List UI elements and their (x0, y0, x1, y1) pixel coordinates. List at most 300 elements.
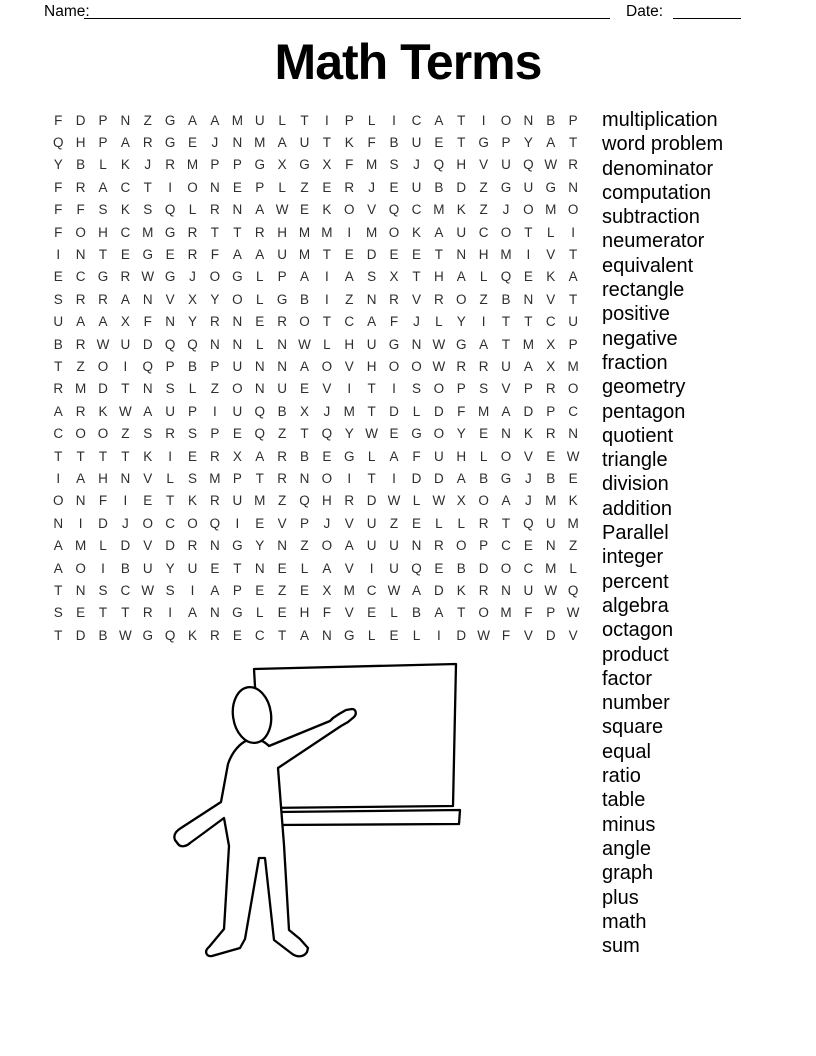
grid-letter-r20-c3: L (99, 538, 107, 554)
grid-letter-r9-c21: B (501, 291, 511, 307)
grid-letter-r1-c7: A (188, 112, 198, 128)
grid-letter-r15-c9: E (232, 426, 242, 442)
grid-letter-r1-c14: P (344, 112, 354, 128)
word-list-item: product (602, 643, 669, 666)
word-list-item: triangle (602, 449, 668, 472)
grid-letter-r21-c22: C (523, 560, 534, 576)
grid-letter-r20-c17: N (411, 538, 422, 554)
grid-letter-r8-c12: A (299, 269, 309, 285)
grid-letter-r12-c15: H (366, 358, 377, 374)
grid-letter-r13-c5: N (142, 381, 153, 397)
grid-letter-r15-c23: R (545, 426, 556, 442)
grid-letter-r18-c3: F (98, 493, 108, 509)
grid-letter-r3-c15: M (366, 157, 378, 173)
grid-letter-r2-c12: U (299, 135, 310, 151)
grid-letter-r17-c8: M (209, 470, 221, 486)
grid-letter-r21-c9: T (233, 560, 242, 576)
grid-letter-r20-c23: N (545, 538, 556, 554)
grid-letter-r9-c4: A (120, 291, 130, 307)
grid-letter-r10-c17: J (413, 314, 420, 330)
grid-letter-r8-c23: K (546, 269, 556, 285)
grid-letter-r7-c18: T (434, 247, 443, 263)
grid-letter-r6-c9: T (233, 224, 242, 240)
grid-letter-r11-c4: U (120, 336, 131, 352)
grid-letter-r18-c12: Q (299, 493, 310, 509)
grid-letter-r10-c6: N (165, 314, 176, 330)
grid-letter-r15-c4: Z (121, 426, 130, 442)
grid-letter-r18-c9: U (232, 493, 243, 509)
grid-letter-r9-c19: O (455, 291, 467, 307)
grid-letter-r24-c3: B (98, 627, 108, 643)
grid-letter-r11-c2: R (75, 336, 86, 352)
grid-letter-r5-c22: O (523, 202, 534, 218)
grid-letter-r4-c4: C (120, 179, 131, 195)
grid-letter-r17-c21: G (500, 470, 512, 486)
grid-letter-r13-c14: I (347, 381, 352, 397)
grid-letter-r18-c19: X (456, 493, 466, 509)
grid-letter-r6-c1: F (54, 224, 63, 240)
grid-letter-r2-c14: K (344, 135, 354, 151)
grid-letter-r18-c6: T (166, 493, 175, 509)
grid-letter-r10-c1: U (53, 314, 64, 330)
grid-letter-r4-c23: G (545, 179, 557, 195)
grid-letter-r3-c22: Q (523, 157, 534, 173)
grid-letter-r12-c8: P (210, 358, 220, 374)
grid-letter-r9-c6: V (165, 291, 175, 307)
word-list-item: word problem (602, 133, 724, 156)
grid-letter-r19-c5: O (142, 515, 154, 531)
grid-letter-r22-c24: Q (567, 582, 579, 598)
grid-letter-r20-c2: M (74, 538, 87, 554)
grid-letter-r23-c21: M (500, 605, 512, 621)
grid-letter-r13-c17: S (411, 381, 421, 397)
grid-letter-r12-c19: R (456, 358, 467, 374)
grid-letter-r15-c22: K (523, 426, 533, 442)
grid-letter-r14-c6: U (165, 403, 176, 419)
grid-letter-r23-c24: W (566, 605, 580, 621)
word-search-grid (47, 109, 584, 646)
grid-letter-r16-c15: L (367, 448, 376, 464)
grid-letter-r12-c22: A (523, 358, 533, 374)
grid-letter-r13-c7: L (188, 381, 197, 397)
grid-letter-r6-c23: L (547, 224, 555, 240)
word-list-item: negative (602, 327, 678, 350)
grid-letter-r1-c23: B (546, 112, 556, 128)
grid-letter-r5-c17: C (411, 202, 422, 218)
grid-letter-r20-c22: E (523, 538, 533, 554)
grid-letter-r1-c6: G (164, 112, 176, 128)
grid-letter-r15-c13: Q (321, 426, 333, 442)
grid-letter-r24-c17: L (412, 627, 421, 643)
grid-letter-r11-c7: Q (187, 336, 198, 352)
grid-letter-r4-c12: Z (300, 179, 309, 195)
grid-letter-r19-c24: M (567, 515, 579, 531)
grid-letter-r5-c15: V (367, 202, 377, 218)
grid-letter-r19-c12: P (299, 515, 309, 531)
grid-letter-r22-c21: N (501, 582, 511, 598)
grid-letter-r7-c23: V (546, 247, 556, 263)
grid-letter-r19-c14: V (344, 515, 354, 531)
grid-letter-r20-c18: R (433, 538, 444, 554)
grid-letter-r24-c15: L (367, 627, 376, 643)
grid-letter-r15-c21: N (501, 426, 511, 442)
grid-letter-r7-c22: I (526, 247, 531, 263)
grid-letter-r16-c14: G (344, 448, 355, 464)
grid-letter-r23-c4: T (121, 605, 130, 621)
grid-letter-r8-c10: L (255, 269, 264, 285)
grid-letter-r2-c5: R (142, 135, 153, 151)
grid-letter-r7-c24: T (569, 247, 578, 263)
grid-letter-r3-c24: R (568, 157, 579, 173)
grid-letter-r5-c8: R (210, 202, 220, 218)
grid-letter-r20-c9: G (232, 538, 243, 554)
grid-letter-r24-c10: C (254, 627, 265, 643)
grid-letter-r6-c3: H (98, 224, 108, 240)
grid-letter-r13-c20: S (479, 381, 489, 397)
grid-letter-r8-c9: G (232, 269, 243, 285)
grid-letter-r3-c5: J (144, 157, 152, 173)
grid-letter-r3-c1: Y (53, 157, 63, 173)
grid-letter-r12-c3: O (97, 358, 109, 374)
grid-letter-r12-c6: P (165, 358, 175, 374)
grid-letter-r22-c14: M (343, 582, 355, 598)
grid-letter-r3-c23: W (544, 157, 558, 173)
grid-letter-r8-c1: E (53, 269, 63, 285)
grid-letter-r23-c8: N (210, 605, 220, 621)
grid-letter-r1-c15: L (367, 112, 376, 128)
grid-letter-r13-c11: U (277, 381, 287, 397)
grid-letter-r12-c7: B (188, 358, 198, 374)
grid-letter-r14-c17: L (412, 403, 421, 419)
grid-letter-r11-c13: L (323, 336, 331, 352)
grid-letter-r23-c20: O (478, 605, 489, 621)
grid-letter-r10-c3: A (98, 314, 108, 330)
word-list-item: pentagon (602, 400, 686, 423)
grid-letter-r21-c2: O (75, 560, 86, 576)
grid-letter-r8-c22: E (523, 269, 533, 285)
grid-letter-r1-c1: F (54, 112, 63, 128)
grid-letter-r3-c4: K (120, 157, 130, 173)
grid-letter-r6-c4: C (120, 224, 131, 240)
grid-letter-r23-c16: L (390, 605, 398, 621)
grid-letter-r8-c18: H (433, 269, 444, 285)
grid-letter-r4-c10: P (255, 179, 265, 195)
grid-letter-r20-c7: R (187, 538, 198, 554)
grid-letter-r6-c17: K (411, 224, 421, 240)
grid-letter-r3-c13: X (322, 157, 332, 173)
grid-letter-r17-c10: T (255, 470, 264, 486)
grid-letter-r21-c5: U (142, 560, 153, 576)
grid-letter-r1-c12: T (300, 112, 309, 128)
grid-letter-r22-c22: U (523, 582, 534, 598)
grid-letter-r6-c22: T (524, 224, 533, 240)
grid-letter-r16-c10: A (255, 448, 265, 464)
grid-letter-r18-c22: J (525, 493, 532, 509)
grid-letter-r21-c3: I (101, 560, 105, 576)
grid-letter-r24-c20: W (477, 627, 490, 643)
grid-letter-r2-c3: P (98, 135, 108, 151)
grid-letter-r1-c2: D (75, 112, 86, 128)
date-label: Date: (626, 3, 664, 20)
grid-letter-r10-c5: F (143, 314, 152, 330)
grid-letter-r20-c10: Y (255, 538, 265, 554)
grid-letter-r15-c8: P (210, 426, 220, 442)
grid-letter-r12-c1: T (54, 358, 63, 374)
word-list-item: angle (602, 837, 651, 860)
grid-letter-r13-c6: S (165, 381, 175, 397)
grid-letter-r16-c21: O (500, 448, 512, 464)
word-list-item: denominator (602, 157, 714, 180)
grid-letter-r10-c7: Y (188, 314, 198, 330)
grid-letter-r12-c16: O (388, 358, 400, 374)
grid-letter-r19-c20: R (478, 515, 489, 531)
grid-letter-r2-c6: G (164, 135, 176, 151)
grid-letter-r6-c16: O (388, 224, 400, 240)
grid-letter-r16-c7: E (188, 448, 198, 464)
grid-letter-r1-c18: A (434, 112, 444, 128)
grid-letter-r8-c21: Q (500, 269, 512, 285)
grid-letter-r1-c4: N (120, 112, 131, 128)
grid-letter-r5-c13: K (322, 202, 332, 218)
grid-letter-r12-c5: Q (142, 358, 154, 374)
grid-letter-r15-c11: Z (277, 426, 287, 442)
grid-letter-r8-c6: G (164, 269, 176, 285)
grid-letter-r24-c2: D (75, 627, 86, 643)
grid-letter-r16-c16: A (389, 448, 399, 464)
grid-letter-r3-c21: U (501, 157, 511, 173)
grid-letter-r2-c11: A (277, 135, 287, 151)
grid-letter-r7-c2: N (75, 247, 86, 263)
grid-letter-r23-c13: F (322, 605, 331, 621)
grid-letter-r12-c23: X (546, 358, 556, 374)
grid-letter-r1-c9: M (231, 112, 243, 128)
grid-letter-r8-c13: I (325, 269, 329, 285)
grid-letter-r17-c11: R (277, 470, 287, 486)
grid-letter-r22-c7: I (190, 582, 195, 598)
grid-letter-r2-c15: F (367, 135, 376, 151)
grid-letter-r16-c23: E (546, 448, 556, 464)
grid-letter-r3-c6: R (165, 157, 176, 173)
grid-letter-r8-c20: L (479, 269, 488, 285)
grid-letter-r6-c13: M (321, 224, 333, 240)
grid-letter-r1-c20: I (481, 112, 486, 128)
grid-letter-r21-c15: I (369, 560, 374, 576)
grid-letter-r20-c13: O (321, 538, 333, 554)
grid-letter-r11-c19: G (455, 336, 467, 352)
grid-letter-r15-c20: E (479, 426, 489, 442)
grid-letter-r5-c11: W (275, 202, 289, 218)
word-list-item: ratio (602, 765, 641, 788)
grid-letter-r18-c10: M (254, 493, 266, 509)
grid-letter-r17-c1: I (56, 470, 61, 486)
grid-letter-r16-c20: L (479, 448, 488, 464)
grid-letter-r8-c17: T (412, 269, 421, 285)
grid-letter-r10-c19: Y (456, 314, 466, 330)
grid-letter-r21-c23: M (545, 560, 557, 576)
name-blank-line (84, 2, 610, 19)
grid-letter-r1-c13: I (325, 112, 329, 128)
grid-letter-r19-c11: V (277, 515, 287, 531)
grid-letter-r20-c12: Z (300, 538, 309, 554)
grid-letter-r1-c10: U (254, 112, 265, 128)
grid-letter-r19-c4: J (121, 515, 129, 531)
grid-letter-r7-c5: G (142, 247, 154, 263)
grid-letter-r10-c12: O (299, 314, 310, 330)
grid-letter-r7-c11: U (277, 247, 287, 263)
word-list-item: fraction (602, 351, 668, 374)
grid-letter-r13-c12: E (299, 381, 309, 397)
grid-letter-r24-c21: F (501, 627, 511, 643)
grid-letter-r22-c20: R (478, 582, 489, 598)
grid-letter-r11-c9: N (232, 336, 243, 352)
grid-letter-r18-c24: K (568, 493, 578, 509)
grid-letter-r20-c19: O (455, 538, 467, 554)
grid-letter-r19-c21: T (501, 515, 511, 531)
grid-letter-r13-c4: T (121, 381, 130, 397)
word-list-item: graph (602, 862, 654, 885)
grid-letter-r19-c6: C (165, 515, 176, 531)
grid-letter-r3-c3: L (99, 157, 107, 173)
grid-letter-r23-c1: S (53, 605, 63, 621)
grid-letter-r22-c4: C (120, 582, 131, 598)
grid-letter-r15-c10: Q (254, 426, 265, 442)
board (254, 664, 456, 808)
grid-letter-r21-c18: E (434, 560, 444, 576)
grid-letter-r17-c19: A (456, 470, 466, 486)
grid-letter-r12-c10: N (254, 358, 265, 374)
grid-letter-r22-c17: A (411, 582, 421, 598)
grid-letter-r14-c14: M (343, 403, 355, 419)
grid-letter-r16-c2: T (76, 448, 85, 464)
grid-letter-r24-c11: T (277, 627, 287, 643)
grid-letter-r1-c16: I (392, 112, 396, 128)
grid-letter-r17-c20: B (479, 470, 489, 486)
grid-letter-r7-c12: M (298, 247, 311, 263)
grid-letter-r23-c17: B (411, 605, 421, 621)
grid-letter-r24-c7: K (188, 627, 198, 643)
grid-letter-r24-c5: G (142, 627, 154, 643)
grid-letter-r15-c7: S (188, 426, 198, 442)
grid-letter-r12-c11: N (277, 358, 287, 374)
grid-letter-r4-c7: O (187, 179, 198, 195)
name-label: Name: (44, 3, 90, 20)
grid-letter-r18-c23: M (545, 493, 557, 509)
grid-letter-r1-c3: P (98, 112, 108, 128)
grid-letter-r10-c23: C (545, 314, 556, 330)
grid-letter-r11-c17: N (411, 336, 422, 352)
grid-letter-r9-c17: V (411, 291, 421, 307)
grid-letter-r7-c17: E (411, 247, 421, 263)
grid-letter-r1-c24: P (568, 112, 578, 128)
grid-letter-r4-c21: G (500, 179, 512, 195)
grid-letter-r20-c20: P (479, 538, 489, 554)
grid-letter-r5-c16: Q (388, 202, 400, 218)
page-title: Math Terms (274, 34, 542, 90)
grid-letter-r4-c15: J (368, 179, 376, 195)
grid-letter-r24-c6: Q (164, 627, 176, 643)
grid-letter-r5-c2: F (76, 202, 85, 218)
grid-letter-r18-c13: H (322, 493, 332, 509)
grid-letter-r9-c8: Y (210, 291, 220, 307)
grid-letter-r4-c2: R (75, 179, 86, 195)
grid-letter-r12-c18: W (432, 358, 446, 374)
grid-letter-r21-c10: N (254, 560, 265, 576)
grid-letter-r15-c2: O (75, 426, 86, 442)
grid-letter-r10-c2: A (76, 314, 86, 330)
grid-letter-r10-c16: F (389, 314, 399, 330)
grid-letter-r7-c20: H (478, 247, 489, 263)
grid-letter-r3-c19: H (456, 157, 467, 173)
word-list-item: percent (602, 570, 669, 593)
grid-letter-r4-c17: U (411, 179, 422, 195)
date-blank-line (673, 2, 741, 19)
grid-letter-r14-c16: D (389, 403, 399, 419)
grid-letter-r24-c19: D (456, 627, 467, 643)
grid-letter-r20-c4: D (120, 538, 131, 554)
teacher-pointing-at-board-illustration (150, 650, 480, 980)
grid-letter-r19-c23: U (545, 515, 556, 531)
grid-letter-r11-c21: T (501, 336, 511, 352)
grid-letter-r9-c13: I (325, 291, 329, 307)
word-list-item: neumerator (602, 230, 705, 253)
grid-letter-r22-c2: N (75, 582, 86, 598)
grid-letter-r21-c14: V (344, 560, 354, 576)
grid-letter-r12-c4: I (123, 358, 128, 374)
grid-letter-r14-c22: D (523, 403, 534, 419)
grid-letter-r24-c16: E (389, 627, 399, 643)
grid-letter-r14-c19: F (457, 403, 466, 419)
grid-letter-r6-c19: U (456, 224, 467, 240)
grid-letter-r4-c18: B (434, 179, 444, 195)
grid-letter-r23-c6: I (168, 605, 173, 621)
grid-letter-r2-c9: N (232, 135, 243, 151)
grid-letter-r4-c6: I (168, 179, 173, 195)
grid-letter-r16-c24: W (566, 448, 580, 464)
grid-letter-r9-c15: N (366, 291, 377, 307)
grid-letter-r18-c8: R (210, 493, 220, 509)
grid-letter-r21-c7: U (187, 560, 198, 576)
grid-letter-r5-c19: K (456, 202, 466, 218)
grid-letter-r2-c13: T (322, 135, 331, 151)
grid-letter-r8-c2: C (75, 269, 86, 285)
grid-letter-r2-c16: B (389, 135, 399, 151)
grid-letter-r1-c17: C (411, 112, 422, 128)
grid-letter-r13-c3: D (98, 381, 108, 397)
grid-letter-r8-c5: W (141, 269, 155, 285)
grid-letter-r14-c13: J (323, 403, 331, 419)
grid-letter-r21-c24: L (569, 560, 577, 576)
grid-letter-r5-c1: F (54, 202, 63, 218)
grid-letter-r10-c11: R (277, 314, 287, 330)
grid-letter-r17-c2: A (76, 470, 86, 486)
grid-letter-r4-c11: L (278, 179, 286, 195)
grid-letter-r6-c8: T (210, 224, 220, 240)
grid-letter-r7-c16: E (389, 247, 399, 263)
grid-letter-r9-c9: O (232, 291, 243, 307)
grid-letter-r9-c10: L (255, 291, 264, 307)
grid-letter-r17-c9: P (232, 470, 242, 486)
grid-letter-r5-c6: Q (164, 202, 176, 218)
grid-letter-r13-c15: T (367, 381, 376, 397)
grid-letter-r16-c9: X (232, 448, 242, 464)
word-list-item: square (602, 716, 664, 739)
grid-letter-r17-c22: J (525, 470, 532, 486)
grid-letter-r22-c23: W (544, 582, 558, 598)
grid-letter-r14-c24: C (568, 403, 579, 419)
grid-letter-r10-c24: U (568, 314, 579, 330)
grid-letter-r6-c7: R (187, 224, 198, 240)
grid-letter-r19-c10: E (255, 515, 265, 531)
